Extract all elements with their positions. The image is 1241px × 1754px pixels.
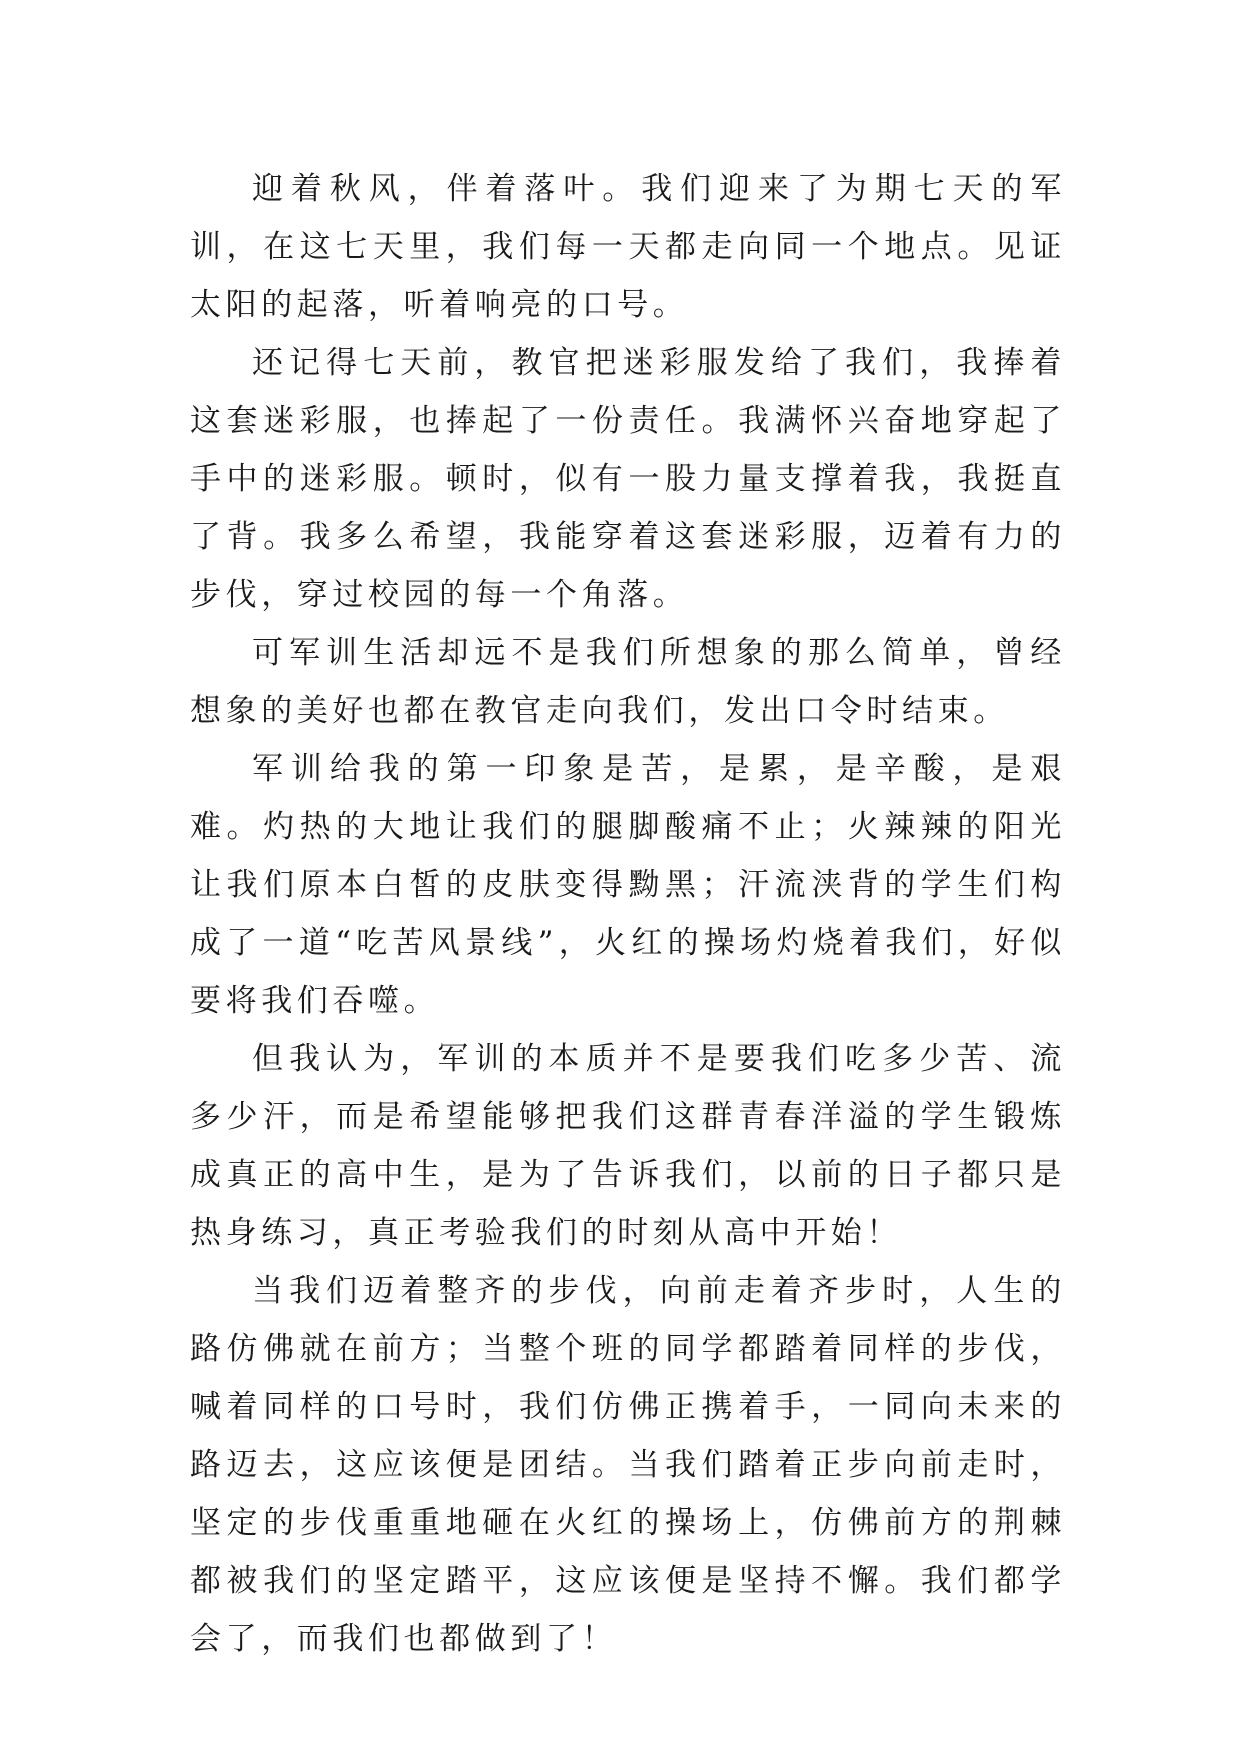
paragraph-1: 迎着秋风，伴着落叶。我们迎来了为期七天的军训，在这七天里，我们每一天都走向同一个地点。见证太阳的起落，听着响亮的口号。	[190, 171, 1066, 323]
paragraph-5: 但我认为，军训的本质并不是要我们吃多少苦、流多少汗，而是希望能够把我们这群青春洋溢的学生锻炼成真正的高中生，是为了告诉我们，以前的日子都只是热身练习，真正考验我们的时刻从高中开始！	[190, 1041, 1066, 1251]
essay-body	[190, 160, 1066, 1668]
paragraph-2: 还记得七天前，教官把迷彩服发给了我们，我捧着这套迷彩服，也捧起了一份责任。我满怀兴奋地穿起了手中的迷彩服。顿时，似有一股力量支撑着我，我挺直了背。我多么希望，我能穿着这套迷彩服，迈着有力的步伐，穿过校园的每一个角落。	[190, 345, 1066, 613]
paragraph-6: 当我们迈着整齐的步伐，向前走着齐步时，人生的路仿佛就在前方；当整个班的同学都踏着同样的步伐，喊着同样的口号时，我们仿佛正携着手，一同向未来的路迈去，这应该便是团结。当我们踏着正步向前走时，坚定的步伐重重地砸在火红的操场上，仿佛前方的荆棘都被我们的坚定踏平，这应该便是坚持不懈。我们都学会了，而我们也都做到了！	[190, 1273, 1066, 1657]
paragraph-3: 可军训生活却远不是我们所想象的那么简单，曾经想象的美好也都在教官走向我们，发出口令时结束。	[190, 635, 1066, 729]
paragraph-4: 军训给我的第一印象是苦，是累，是辛酸，是艰难。灼热的大地让我们的腿脚酸痛不止；火辣辣的阳光让我们原本白皙的皮肤变得黝黑；汗流浃背的学生们构成了一道“吃苦风景线”，火红的操场灼烧着我们，好似要将我们吞噬。	[190, 751, 1066, 1019]
